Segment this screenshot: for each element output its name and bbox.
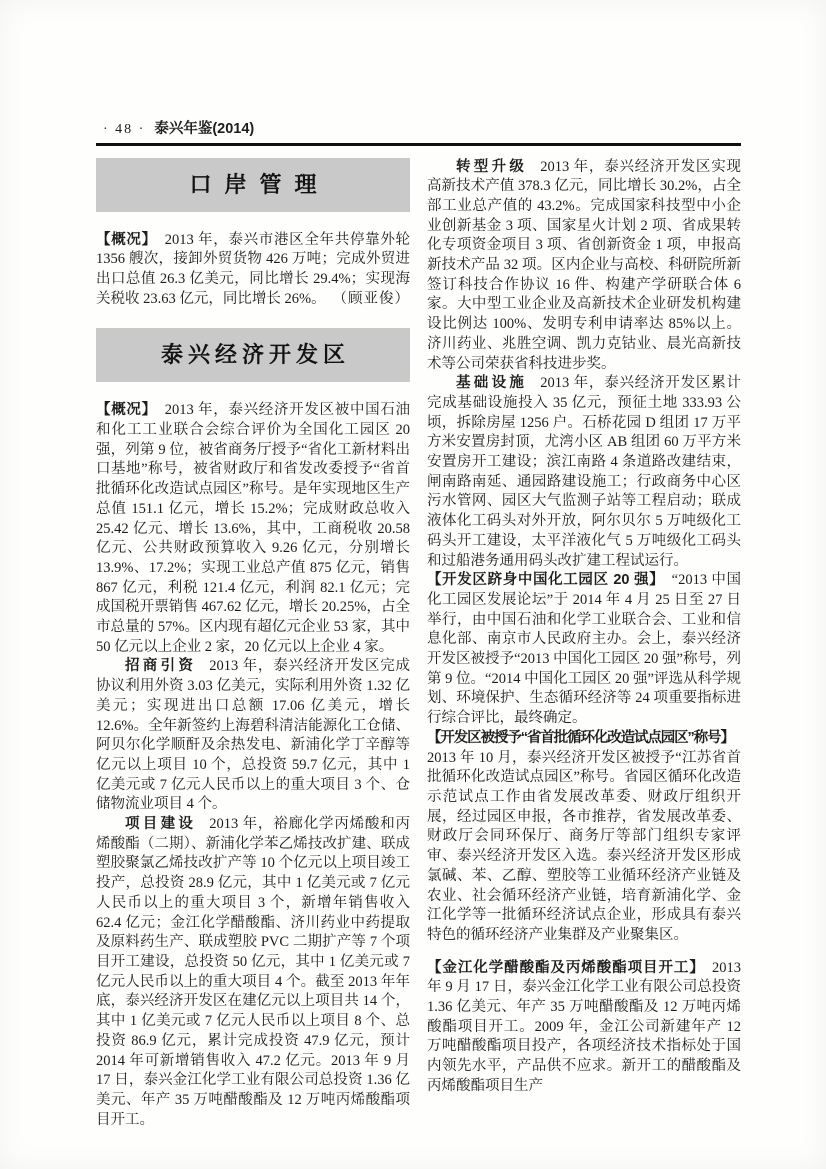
section-title-box-devzone [96, 328, 410, 382]
run-in-heading: 项目建设 [125, 816, 197, 833]
section-title: 泰兴经济开发区 [160, 342, 350, 368]
entry-circular-pilot-paragraph [427, 729, 741, 946]
header-rule [96, 143, 741, 146]
infrastructure-paragraph [427, 374, 741, 571]
entry-heading: 【开发区跻身中国化工园区 20 强】 [427, 572, 665, 589]
run-in-heading: 招商引资 [125, 658, 197, 675]
left-column [96, 158, 410, 1131]
section-title-box-port-administration [96, 158, 410, 212]
author-attribution: （顾亚俊） [332, 290, 410, 307]
entry-text: “2013 中国化工园区发展论坛”于 2014 年 4 月 25 日至 27 日举行，由中国石油和化学工业联合会、工业和信息化部、南京市人民政府主办。会上，泰兴经济开发区被授予“2013 中国化工园区 20 强”称号，列第 9 位。“2014 中国化工园区 20 强”评选从科学规划、环境保护、生态循环经济等 24 项重要指标进行综合评比，最终确定。 [427, 572, 742, 727]
publication-title: 泰兴年鉴(2014) [154, 121, 255, 137]
overview-text: 2013 年，泰兴经济开发区被中国石油和化工工业联合会综合评价为全国化工园区 20 强，列第 9 位，被省商务厅授予“省化工新材料出口基地”称号，被省财政厅和省发改委授予“省首批循环化改造试点园区”称号。是年实现地区生产总值 151.1 亿元，增长 15.2%；完成财政总收入 25.42 亿元、增长 13.6%，其中，工商税收 20.58 亿元、公共财政预算收入 9.26 亿元，分别增长 13.9%、17.2%；实现工业总产值 875 亿元，销售 867 亿元，利税 121.4 亿元，利润 82.1 亿元；完成国税开票销售 467.62 亿元，增长 20.25%，占全市总量的 57%。区内现有超亿元企业 53 家，其中 50 亿元以上企业 2 家，20 亿元以上企业 4 家。 [96, 402, 411, 655]
investment-paragraph [96, 657, 410, 815]
devzone-overview-paragraph [96, 401, 410, 657]
port-overview-paragraph [96, 231, 410, 310]
page-number: · 48 · [103, 122, 146, 137]
entry-text: 2013 年 10 月，泰兴经济开发区被授予“江苏省首批循环化改造试点园区”称号。省园区循环化改造示范试点工作由省发展改革委、财政厅组织开展，经过园区申报，各市推荐，省发展改革委、财政厅会同环保厅、商务厅等部门组织专家评审、泰兴经济开发区入选。泰兴经济开发区形成氯碱、苯、乙醇、塑胶等工业循环经济产业链及农业、社会循环经济产业链，培育新浦化学、金江化学等一批循环经济试点企业，形成具有泰兴特色的循环经济产业集群及产业聚集区。 [427, 749, 741, 943]
paragraph-text: 2013 年，泰兴经济开发区累计完成基础设施投入 35 亿元，预征土地 333.93 公顷，拆除房屋 1256 户。石桥花园 D 组团 17 万平方米安置房封顶，尤湾小区 AB 组团 60 万平方米安置房开工建设；滨江南路 4 条道路改建结束，闸南路南延、通园路建设施工；行政商务中心区污水管网、园区大气监测子站等工程启动；联成液体化工码头对外开放，阿尔贝尔 5 万吨级化工码头开工建设，太平洋液化气 5 万吨级化工码头和过船港务通用码头改扩建工程试运行。 [427, 375, 742, 569]
overview-label: 【概况】 [96, 402, 157, 419]
overview-label: 【概况】 [96, 231, 157, 248]
entry-heading: 【开发区被授予“省首批循环化改造试点园区”称号】 [427, 729, 734, 746]
entry-text: 2013 年 9 月 17 日，泰兴金江化学工业有限公司总投资 1.36 亿美元、年产 35 万吨醋酸酯及 12 万吨丙烯酸酯项目开工。2009 年，金江公司新建年产 12 万吨醋酸酯项目投产，各项经济技术指标处于国内领先水平，产品供不应求。新开工的醋酸酯及丙烯酸酯项目生产 [427, 959, 741, 1094]
run-in-heading: 转型升级 [456, 158, 528, 175]
upgrade-paragraph [427, 158, 741, 375]
entry-top20-paragraph [427, 571, 741, 729]
section-title: 口岸管理 [189, 171, 330, 197]
entry-heading: 【金江化学醋酸酯及丙烯酸酯项目开工】 [427, 959, 705, 976]
overview-text: 2013 年，泰兴市港区全年共停靠外轮 1356 艘次，接卸外贸货物 426 万吨；完成外贸进出口总值 26.3 亿美元，同比增长 29.4%；实现海关税收 23.63 亿元，同比增长 26%。 [96, 231, 411, 307]
paragraph-text: 2013 年，泰兴经济开发区实现高新技术产值 378.3 亿元，同比增长 30.2%，占全部工业总产值的 43.2%。完成国家科技型中小企业创新基金 3 项、国家星火计划 2 项、省成果转化专项资金项目 3 项、省创新资金 1 项，申报高新技术产品 32 项。区内企业与高校、科研院所新签订科技合作协议 16 件、构建产学研联合体 6 家。大中型工业企业及高新技术企业研发机构建设比例达 100%、发明专利申请率达 85%以上。济川药业、兆胜空调、凯力克钴业、晨光高新技术等公司荣获省科技进步奖。 [427, 158, 742, 372]
right-column [427, 158, 741, 1131]
two-column-layout [96, 158, 741, 1131]
page-header [96, 117, 741, 138]
paragraph-text: 2013 年，泰兴经济开发区完成协议利用外资 3.03 亿美元，实际利用外资 1.32 亿美元；实现进出口总额 17.06 亿美元，增长 12.6%。全年新签约上海碧科清洁能源化工仓储、阿贝尔化学顺酐及余热发电、新浦化学丁辛醇等亿元以上项目 10 个，总投资 59.7 亿元，其中 1 亿美元或 7 亿元人民币以上的重大项目 3 个、仓储物流业项目 4 个。 [96, 658, 411, 813]
page-content [96, 117, 741, 1130]
projects-paragraph [96, 815, 410, 1130]
entry-jinjiang-project-paragraph [427, 959, 741, 1097]
run-in-heading: 基础设施 [456, 375, 528, 392]
paragraph-text: 2013 年，裕廊化学丙烯酸和丙烯酸酯（二期）、新浦化学苯乙烯技改扩建、联成塑胶聚氯乙烯技改扩产等 10 个亿元以上项目竣工投产，总投资 28.9 亿元，其中 1 亿美元或 7 亿元人民币以上的重大项目 3 个，新增年销售收入 62.4 亿元；金江化学醋酸酯、济川药业中药提取及原料药生产、联成塑胶 PVC 二期扩产等 7 个项目开工建设，总投资 50 亿元，其中 1 亿美元或 7 亿元人民币以上的重大项目 4 个。截至 2013 年年底，泰兴经济开发区在建亿元以上项目共 14 个，其中 1 亿美元或 7 亿元人民币以上项目 8 个、总投资 86.9 亿元，累计完成投资 47.9 亿元，预计 2014 年可新增销售收入 47.2 亿元。2013 年 9 月 17 日，泰兴金江化学工业有限公司总投资 1.36 亿美元、年产 35 万吨醋酸酯及 12 万吨丙烯酸酯项目开工。 [96, 816, 411, 1128]
